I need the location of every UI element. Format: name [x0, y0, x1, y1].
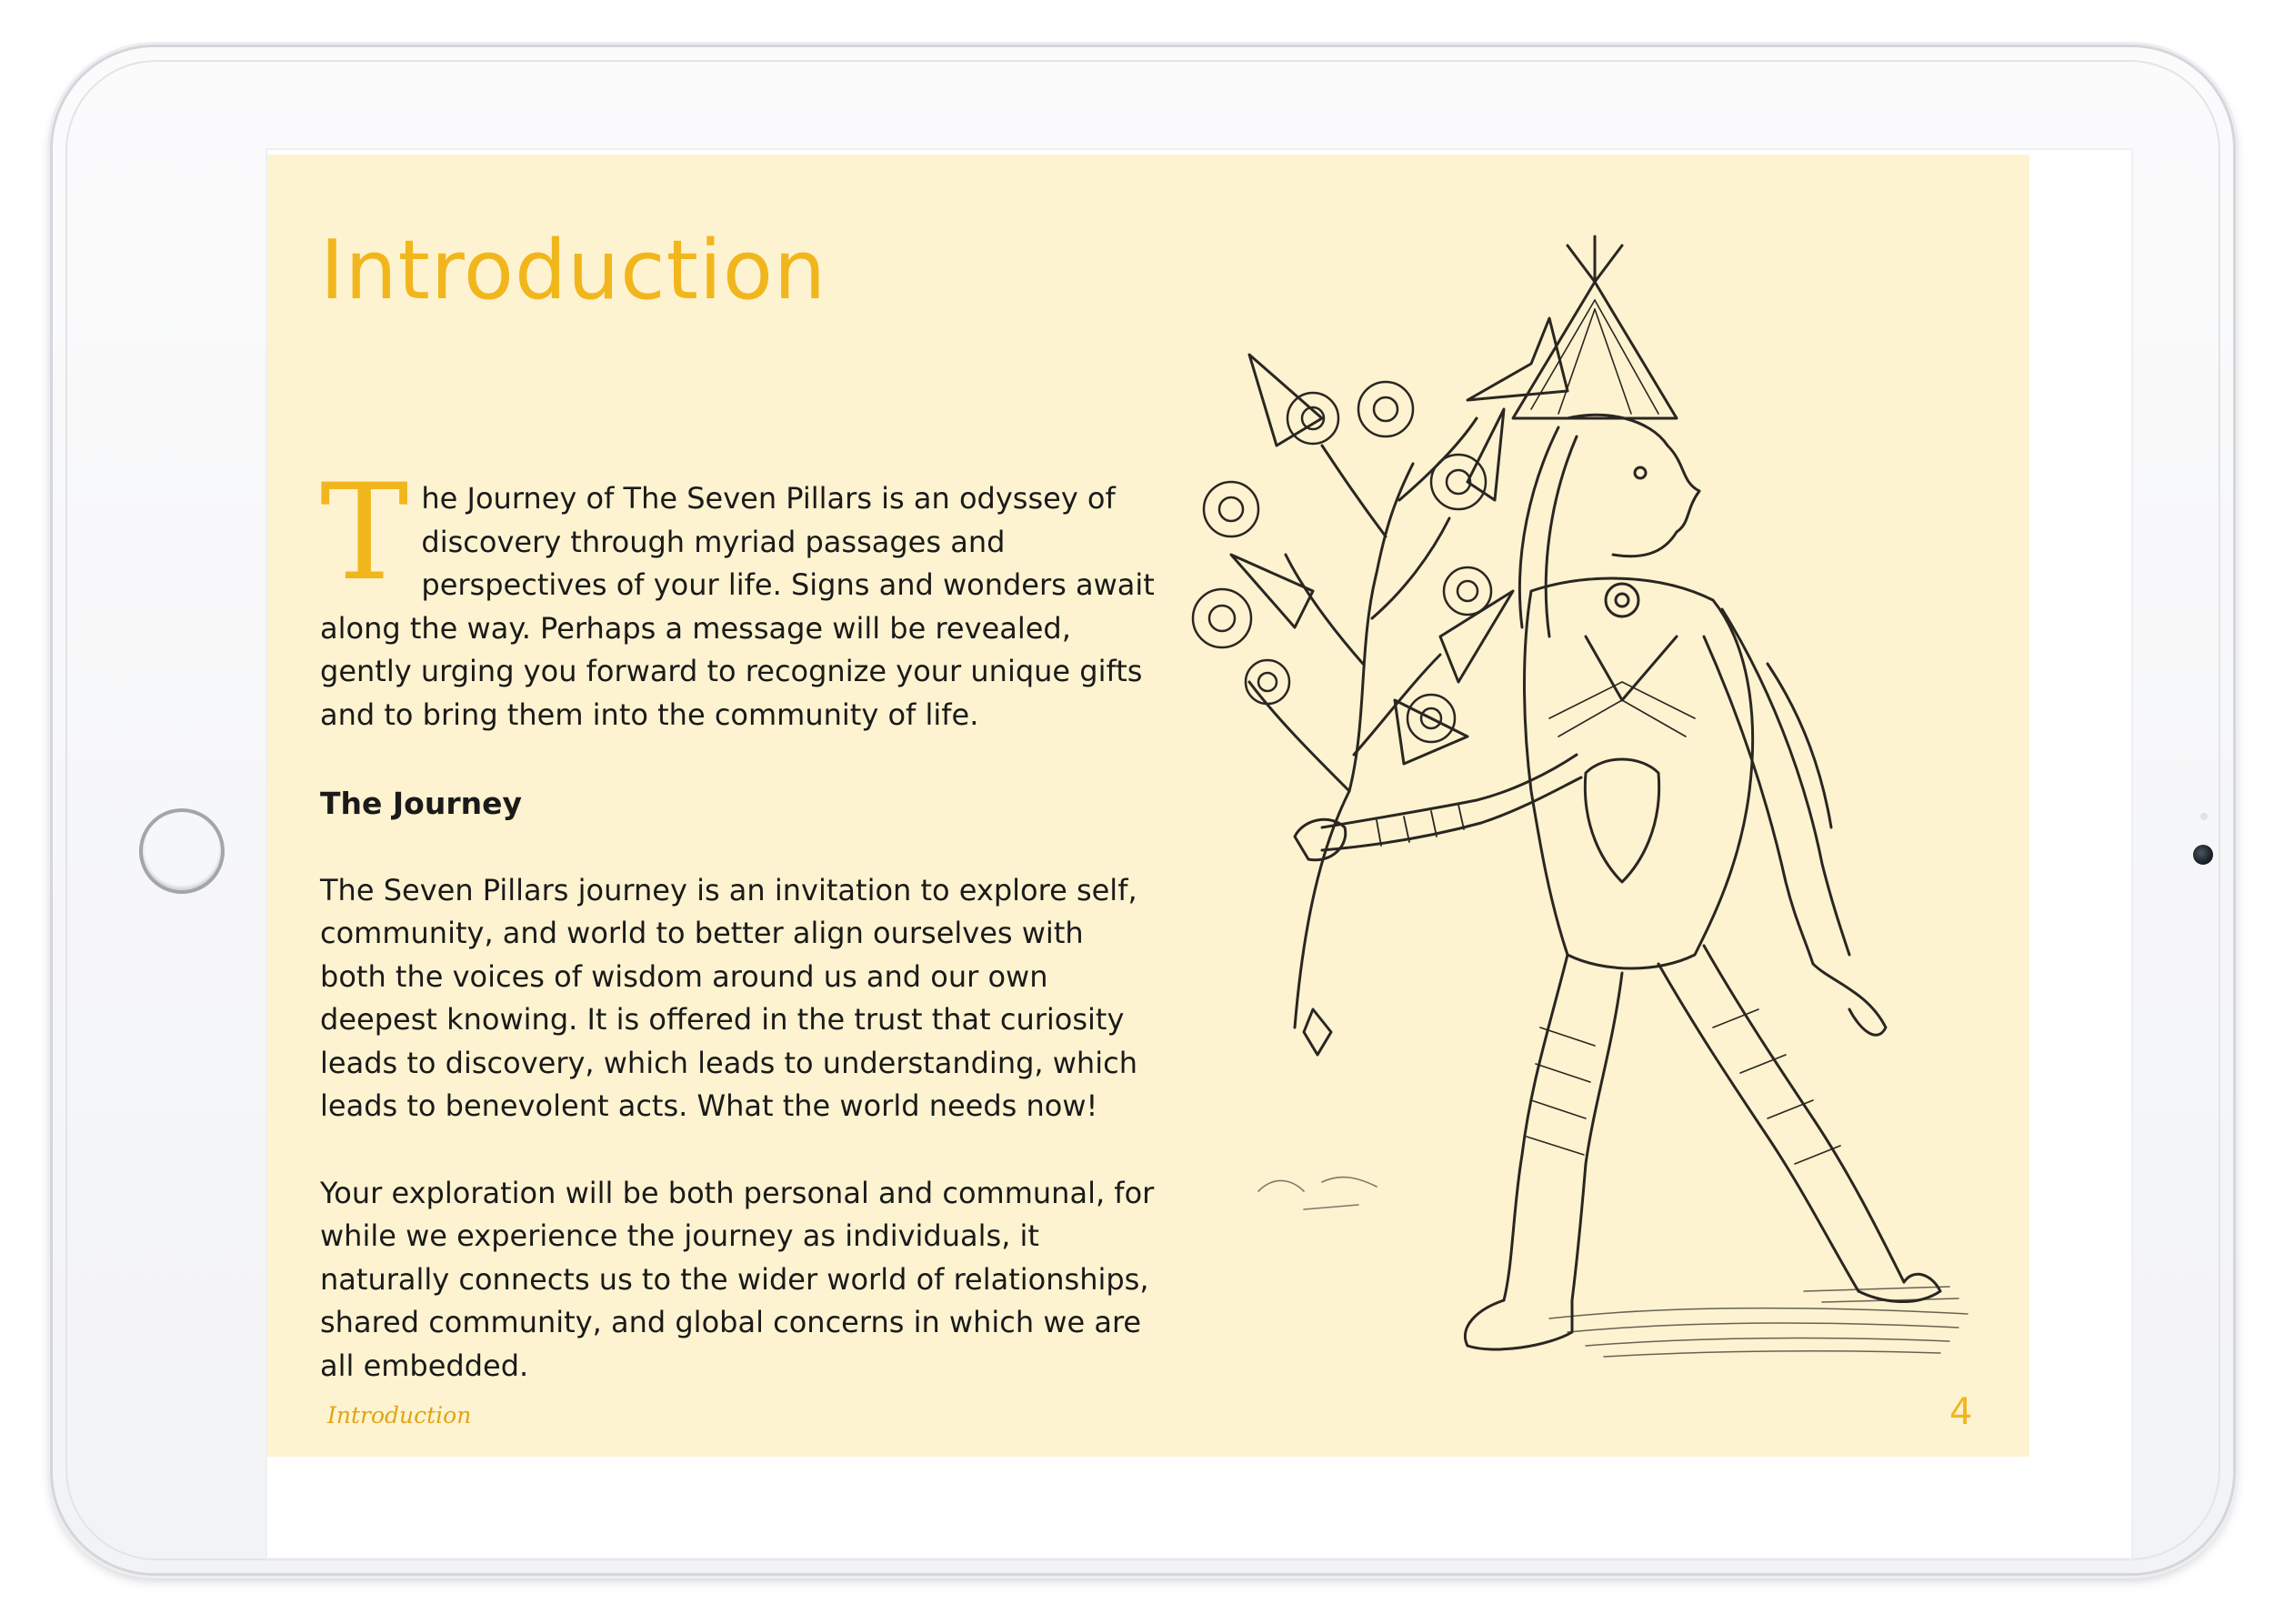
- arm: [1322, 755, 1577, 827]
- ebook-page[interactable]: [267, 155, 2029, 1457]
- ground-hatching: [1549, 1287, 1968, 1357]
- page-number: 4: [1949, 1391, 1973, 1433]
- section-heading: The Journey: [320, 786, 522, 821]
- exploration-paragraph: Your exploration will be both personal and communal, for while we experience the journey as individuals, it naturally connects us to the wider world of relationships, shared community, and global concerns in which we are all embedded.: [320, 1175, 1155, 1383]
- body-text: [320, 456, 1157, 1388]
- figure-illustration: [1167, 209, 2004, 1446]
- home-button[interactable]: [139, 808, 225, 894]
- light-sensor: [2200, 813, 2208, 820]
- running-footer: Introduction: [327, 1402, 472, 1429]
- artist-signature: [1258, 1178, 1377, 1209]
- front-camera-icon: [2193, 845, 2213, 865]
- journey-paragraph: The Seven Pillars journey is an invitation to explore self, community, and world to better align ourselves with both the voices of wisdom around us and our own deepest knowing. It is offered in the trust that curiosity leads to discovery, which leads to understanding, which leads to benevolent acts. What the world needs now!: [320, 872, 1137, 1123]
- left-leg: [1504, 955, 1568, 1300]
- leaf: [1249, 355, 1322, 446]
- intro-text: he Journey of The Seven Pillars is an odyssey of discovery through myriad passages and perspectives of your life. Signs and wonders await along the way. Perhaps a message will be revealed, gently urging you forward to recognize your unique gifts and to bring them into the community of life.: [320, 481, 1155, 732]
- branch-stem: [1295, 464, 1413, 1028]
- right-leg: [1658, 964, 1858, 1291]
- head: [1568, 415, 1699, 556]
- torso: [1525, 578, 1753, 968]
- left-foot: [1465, 1300, 1572, 1349]
- intro-paragraph: [320, 456, 1157, 737]
- drop-cap: T: [320, 456, 409, 610]
- page-title: Introduction: [320, 223, 827, 318]
